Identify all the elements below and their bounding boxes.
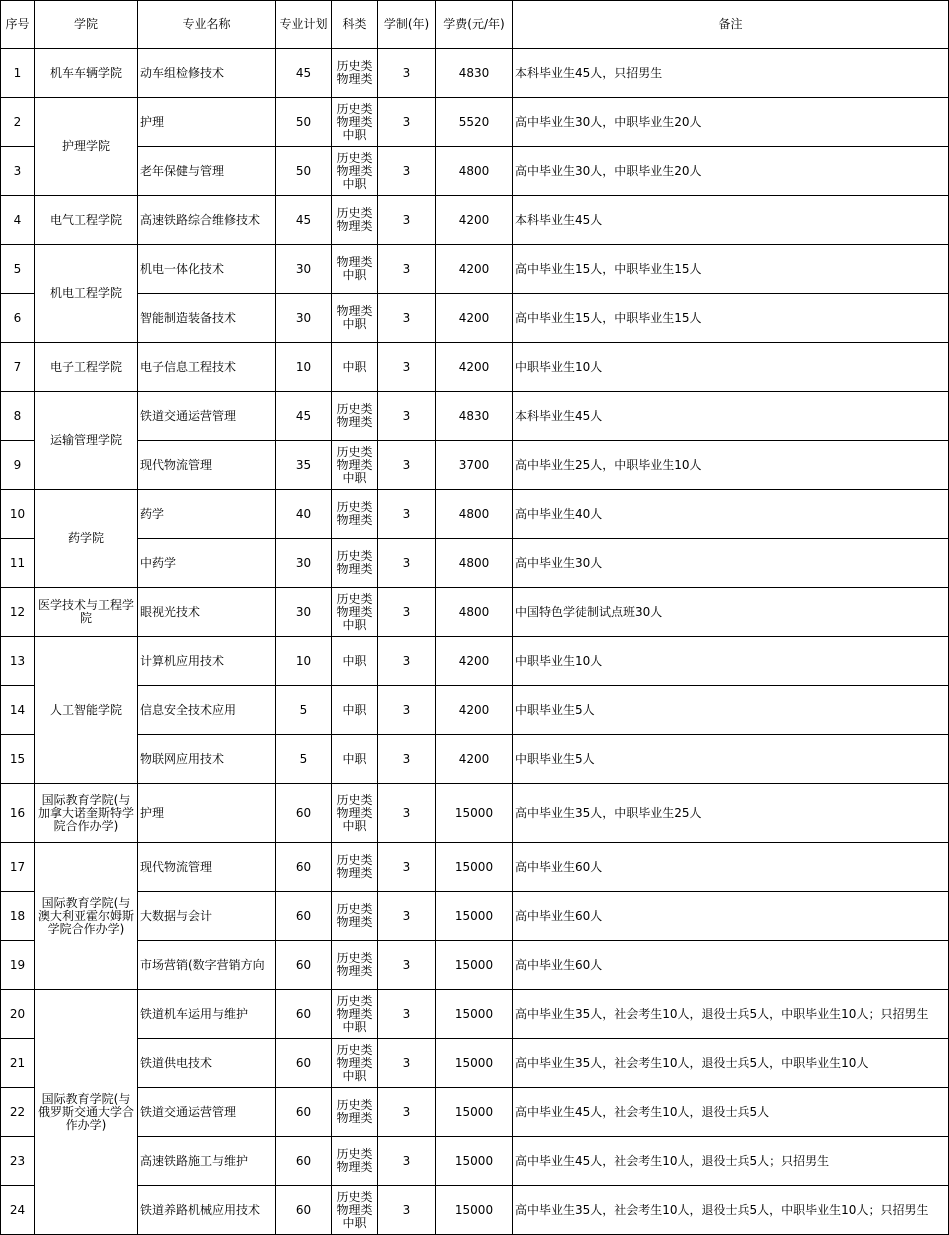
row-years-cell: 3	[378, 1039, 436, 1088]
row-plan-cell: 45	[276, 49, 332, 98]
subject-line: 历史类	[336, 853, 373, 867]
row-years-cell: 3	[378, 784, 436, 843]
row-college-cell: 药学院	[35, 490, 138, 588]
row-years-cell: 3	[378, 147, 436, 196]
row-index-cell: 3	[1, 147, 35, 196]
row-plan-cell: 50	[276, 147, 332, 196]
subject-line: 中职	[342, 470, 367, 485]
subject-line: 物理类	[336, 915, 373, 929]
subject-line: 物理类	[336, 457, 373, 472]
subject-line: 物理类	[336, 805, 373, 820]
row-major-cell: 护理	[138, 98, 276, 147]
row-note-cell: 本科毕业生45人	[513, 196, 949, 245]
subject-line: 历史类	[336, 500, 373, 514]
row-subject-cell	[332, 637, 378, 686]
row-subject-cell	[332, 392, 378, 441]
row-subject-cell	[332, 98, 378, 147]
row-subject-cell	[332, 990, 378, 1039]
row-plan-cell: 60	[276, 843, 332, 892]
table-row	[1, 245, 949, 294]
row-index-cell: 22	[1, 1088, 35, 1137]
subject-line: 历史类	[336, 993, 373, 1008]
header-row	[1, 1, 949, 49]
row-college-cell: 国际教育学院(与俄罗斯交通大学合作办学)	[35, 990, 138, 1235]
subject-line: 物理类	[336, 255, 373, 269]
row-fee-cell: 4200	[436, 294, 513, 343]
row-plan-cell: 30	[276, 588, 332, 637]
row-major-cell: 智能制造装备技术	[138, 294, 276, 343]
row-major-cell: 高速铁路综合维修技术	[138, 196, 276, 245]
row-fee-cell: 3700	[436, 441, 513, 490]
table-row	[1, 539, 949, 588]
row-years-cell: 3	[378, 637, 436, 686]
table-body	[1, 49, 949, 1235]
row-subject-cell	[332, 49, 378, 98]
subject-line: 中职	[342, 268, 367, 282]
row-note-cell: 高中毕业生35人，中职毕业生25人	[513, 784, 949, 843]
row-fee-cell: 4200	[436, 245, 513, 294]
subject-line: 物理类	[336, 1111, 373, 1125]
subject-line: 中职	[342, 359, 367, 374]
row-major-cell: 现代物流管理	[138, 441, 276, 490]
subject-line: 历史类	[336, 902, 373, 916]
row-plan-cell: 60	[276, 990, 332, 1039]
row-college-cell: 人工智能学院	[35, 637, 138, 784]
row-fee-cell: 4200	[436, 196, 513, 245]
subject-line: 历史类	[336, 549, 373, 563]
row-subject-cell	[332, 343, 378, 392]
row-years-cell: 3	[378, 990, 436, 1039]
row-major-cell: 计算机应用技术	[138, 637, 276, 686]
row-major-cell: 信息安全技术应用	[138, 686, 276, 735]
row-years-cell: 3	[378, 941, 436, 990]
subject-line: 历史类	[336, 1147, 373, 1161]
row-note-cell: 高中毕业生30人	[513, 539, 949, 588]
row-index-cell: 16	[1, 784, 35, 843]
row-years-cell: 3	[378, 49, 436, 98]
header-note: 备注	[513, 1, 949, 49]
row-major-cell: 电子信息工程技术	[138, 343, 276, 392]
row-plan-cell: 45	[276, 392, 332, 441]
row-fee-cell: 4800	[436, 539, 513, 588]
row-note-cell: 高中毕业生60人	[513, 892, 949, 941]
row-index-cell: 5	[1, 245, 35, 294]
table-row	[1, 196, 949, 245]
row-fee-cell: 4200	[436, 637, 513, 686]
table-row	[1, 735, 949, 784]
row-subject-cell	[332, 1088, 378, 1137]
subject-line: 物理类	[336, 114, 373, 129]
subject-line: 物理类	[336, 1055, 373, 1070]
table-row	[1, 49, 949, 98]
row-years-cell: 3	[378, 588, 436, 637]
subject-line: 历史类	[336, 444, 373, 459]
row-note-cell: 高中毕业生30人，中职毕业生20人	[513, 147, 949, 196]
row-subject-cell	[332, 1039, 378, 1088]
header-college: 学院	[35, 1, 138, 49]
header-plan: 专业计划	[276, 1, 332, 49]
subject-line: 物理类	[336, 604, 373, 619]
row-major-cell: 中药学	[138, 539, 276, 588]
row-index-cell: 13	[1, 637, 35, 686]
row-major-cell: 机电一体化技术	[138, 245, 276, 294]
row-major-cell: 铁道供电技术	[138, 1039, 276, 1088]
row-note-cell: 高中毕业生40人	[513, 490, 949, 539]
row-fee-cell: 4200	[436, 343, 513, 392]
subject-line: 物理类	[336, 964, 373, 978]
row-subject-cell	[332, 588, 378, 637]
row-index-cell: 10	[1, 490, 35, 539]
row-plan-cell: 60	[276, 1186, 332, 1235]
row-major-cell: 老年保健与管理	[138, 147, 276, 196]
row-plan-cell: 30	[276, 539, 332, 588]
row-years-cell: 3	[378, 892, 436, 941]
row-subject-cell	[332, 843, 378, 892]
row-major-cell: 护理	[138, 784, 276, 843]
row-plan-cell: 5	[276, 735, 332, 784]
row-years-cell: 3	[378, 843, 436, 892]
row-subject-cell	[332, 294, 378, 343]
row-subject-cell	[332, 892, 378, 941]
table-row	[1, 294, 949, 343]
header-major: 专业名称	[138, 1, 276, 49]
table-row	[1, 1039, 949, 1088]
subject-line: 物理类	[336, 219, 373, 233]
table-row	[1, 1186, 949, 1235]
subject-line: 历史类	[336, 1189, 373, 1204]
row-college-cell: 运输管理学院	[35, 392, 138, 490]
row-subject-cell	[332, 490, 378, 539]
subject-line: 历史类	[336, 402, 373, 416]
subject-line: 中职	[342, 176, 367, 191]
subject-line: 中职	[342, 702, 367, 717]
row-index-cell: 7	[1, 343, 35, 392]
row-major-cell: 铁道交通运营管理	[138, 1088, 276, 1137]
row-index-cell: 4	[1, 196, 35, 245]
row-fee-cell: 15000	[436, 843, 513, 892]
row-fee-cell: 4830	[436, 392, 513, 441]
subject-line: 物理类	[336, 1160, 373, 1174]
table-row	[1, 392, 949, 441]
row-note-cell: 中职毕业生5人	[513, 735, 949, 784]
row-note-cell: 高中毕业生35人，社会考生10人，退役士兵5人，中职毕业生10人；只招男生	[513, 990, 949, 1039]
row-index-cell: 12	[1, 588, 35, 637]
row-fee-cell: 15000	[436, 1137, 513, 1186]
row-index-cell: 14	[1, 686, 35, 735]
row-years-cell: 3	[378, 294, 436, 343]
subject-line: 中职	[342, 653, 367, 668]
row-plan-cell: 60	[276, 941, 332, 990]
subject-line: 历史类	[336, 792, 373, 807]
row-plan-cell: 60	[276, 1039, 332, 1088]
subject-line: 中职	[342, 751, 367, 766]
row-plan-cell: 60	[276, 784, 332, 843]
row-index-cell: 18	[1, 892, 35, 941]
row-college-cell: 国际教育学院(与澳大利亚霍尔姆斯学院合作办学)	[35, 843, 138, 990]
row-note-cell: 高中毕业生30人，中职毕业生20人	[513, 98, 949, 147]
row-fee-cell: 5520	[436, 98, 513, 147]
subject-line: 物理类	[336, 562, 373, 576]
subject-line: 物理类	[336, 304, 373, 318]
row-plan-cell: 30	[276, 294, 332, 343]
table-row	[1, 343, 949, 392]
row-college-cell: 医学技术与工程学院	[35, 588, 138, 637]
row-plan-cell: 10	[276, 637, 332, 686]
subject-line: 物理类	[336, 513, 373, 527]
row-college-cell: 电气工程学院	[35, 196, 138, 245]
table-row	[1, 892, 949, 941]
row-note-cell: 高中毕业生15人，中职毕业生15人	[513, 294, 949, 343]
row-years-cell: 3	[378, 686, 436, 735]
row-index-cell: 6	[1, 294, 35, 343]
row-college-cell: 国际教育学院(与加拿大诺奎斯特学院合作办学)	[35, 784, 138, 843]
table-row	[1, 441, 949, 490]
header-index: 序号	[1, 1, 35, 49]
subject-line: 物理类	[336, 163, 373, 178]
table-row	[1, 588, 949, 637]
row-index-cell: 20	[1, 990, 35, 1039]
row-subject-cell	[332, 539, 378, 588]
row-years-cell: 3	[378, 1137, 436, 1186]
row-plan-cell: 60	[276, 1088, 332, 1137]
row-note-cell: 中职毕业生5人	[513, 686, 949, 735]
subject-line: 历史类	[336, 101, 373, 116]
header-subject: 科类	[332, 1, 378, 49]
row-fee-cell: 15000	[436, 784, 513, 843]
subject-line: 历史类	[336, 1098, 373, 1112]
row-note-cell: 中职毕业生10人	[513, 637, 949, 686]
row-subject-cell	[332, 1137, 378, 1186]
row-years-cell: 3	[378, 490, 436, 539]
row-plan-cell: 60	[276, 892, 332, 941]
row-subject-cell	[332, 686, 378, 735]
row-index-cell: 21	[1, 1039, 35, 1088]
row-plan-cell: 10	[276, 343, 332, 392]
row-subject-cell	[332, 147, 378, 196]
subject-line: 物理类	[336, 72, 373, 86]
table-row	[1, 490, 949, 539]
row-fee-cell: 4200	[436, 686, 513, 735]
table-row	[1, 941, 949, 990]
row-years-cell: 3	[378, 245, 436, 294]
table-row	[1, 98, 949, 147]
row-fee-cell: 4800	[436, 588, 513, 637]
table-row	[1, 1088, 949, 1137]
row-college-cell: 电子工程学院	[35, 343, 138, 392]
row-major-cell: 药学	[138, 490, 276, 539]
subject-line: 历史类	[336, 206, 373, 220]
subject-line: 中职	[342, 127, 367, 142]
row-subject-cell	[332, 441, 378, 490]
table-row	[1, 1137, 949, 1186]
row-note-cell: 本科毕业生45人，只招男生	[513, 49, 949, 98]
subject-line: 物理类	[336, 866, 373, 880]
subject-line: 历史类	[336, 1042, 373, 1057]
table-row	[1, 990, 949, 1039]
row-plan-cell: 5	[276, 686, 332, 735]
subject-line: 中职	[342, 317, 367, 331]
row-fee-cell: 15000	[436, 1186, 513, 1235]
row-years-cell: 3	[378, 441, 436, 490]
row-subject-cell	[332, 784, 378, 843]
subject-line: 历史类	[336, 59, 373, 73]
row-fee-cell: 4800	[436, 490, 513, 539]
row-years-cell: 3	[378, 98, 436, 147]
row-note-cell: 中职毕业生10人	[513, 343, 949, 392]
row-note-cell: 高中毕业生25人，中职毕业生10人	[513, 441, 949, 490]
subject-line: 历史类	[336, 591, 373, 606]
row-major-cell: 大数据与会计	[138, 892, 276, 941]
row-index-cell: 2	[1, 98, 35, 147]
row-note-cell: 高中毕业生35人，社会考生10人，退役士兵5人，中职毕业生10人	[513, 1039, 949, 1088]
row-index-cell: 9	[1, 441, 35, 490]
row-index-cell: 11	[1, 539, 35, 588]
row-index-cell: 15	[1, 735, 35, 784]
header-years: 学制(年)	[378, 1, 436, 49]
table-row	[1, 637, 949, 686]
row-fee-cell: 15000	[436, 1088, 513, 1137]
table-row	[1, 843, 949, 892]
row-major-cell: 铁道交通运营管理	[138, 392, 276, 441]
row-note-cell: 高中毕业生45人，社会考生10人，退役士兵5人；只招男生	[513, 1137, 949, 1186]
subject-line: 中职	[342, 1068, 367, 1083]
table-row	[1, 147, 949, 196]
row-major-cell: 动车组检修技术	[138, 49, 276, 98]
row-subject-cell	[332, 245, 378, 294]
row-college-cell: 护理学院	[35, 98, 138, 196]
table-row	[1, 784, 949, 843]
row-index-cell: 24	[1, 1186, 35, 1235]
row-years-cell: 3	[378, 343, 436, 392]
row-subject-cell	[332, 1186, 378, 1235]
subject-line: 中职	[342, 1215, 367, 1230]
row-subject-cell	[332, 941, 378, 990]
row-plan-cell: 35	[276, 441, 332, 490]
subject-line: 中职	[342, 617, 367, 632]
row-note-cell: 本科毕业生45人	[513, 392, 949, 441]
row-index-cell: 1	[1, 49, 35, 98]
row-major-cell: 铁道养路机械应用技术	[138, 1186, 276, 1235]
row-fee-cell: 4800	[436, 147, 513, 196]
row-note-cell: 高中毕业生45人，社会考生10人，退役士兵5人	[513, 1088, 949, 1137]
row-note-cell: 中国特色学徒制试点班30人	[513, 588, 949, 637]
row-index-cell: 17	[1, 843, 35, 892]
row-years-cell: 3	[378, 1186, 436, 1235]
row-plan-cell: 45	[276, 196, 332, 245]
row-major-cell: 高速铁路施工与维护	[138, 1137, 276, 1186]
row-note-cell: 高中毕业生35人，社会考生10人，退役士兵5人，中职毕业生10人；只招男生	[513, 1186, 949, 1235]
row-index-cell: 19	[1, 941, 35, 990]
row-major-cell: 眼视光技术	[138, 588, 276, 637]
row-years-cell: 3	[378, 392, 436, 441]
header-fee: 学费(元/年)	[436, 1, 513, 49]
row-plan-cell: 50	[276, 98, 332, 147]
subject-line: 历史类	[336, 951, 373, 965]
row-subject-cell	[332, 735, 378, 784]
row-college-cell: 机车车辆学院	[35, 49, 138, 98]
row-college-cell: 机电工程学院	[35, 245, 138, 343]
row-note-cell: 高中毕业生60人	[513, 941, 949, 990]
subject-line: 物理类	[336, 1006, 373, 1021]
subject-line: 中职	[342, 1019, 367, 1034]
subject-line: 中职	[342, 818, 367, 833]
row-plan-cell: 30	[276, 245, 332, 294]
row-index-cell: 8	[1, 392, 35, 441]
row-index-cell: 23	[1, 1137, 35, 1186]
row-note-cell: 高中毕业生60人	[513, 843, 949, 892]
row-fee-cell: 4200	[436, 735, 513, 784]
row-years-cell: 3	[378, 539, 436, 588]
row-major-cell: 物联网应用技术	[138, 735, 276, 784]
row-major-cell: 铁道机车运用与维护	[138, 990, 276, 1039]
row-years-cell: 3	[378, 196, 436, 245]
row-years-cell: 3	[378, 1088, 436, 1137]
row-years-cell: 3	[378, 735, 436, 784]
subject-line: 物理类	[336, 415, 373, 429]
row-fee-cell: 15000	[436, 892, 513, 941]
table-row	[1, 686, 949, 735]
row-note-cell: 高中毕业生15人，中职毕业生15人	[513, 245, 949, 294]
row-plan-cell: 60	[276, 1137, 332, 1186]
row-plan-cell: 40	[276, 490, 332, 539]
row-major-cell: 现代物流管理	[138, 843, 276, 892]
row-major-cell: 市场营销(数字营销方向	[138, 941, 276, 990]
row-fee-cell: 4830	[436, 49, 513, 98]
subject-line: 历史类	[336, 150, 373, 165]
row-fee-cell: 15000	[436, 990, 513, 1039]
row-fee-cell: 15000	[436, 1039, 513, 1088]
row-fee-cell: 15000	[436, 941, 513, 990]
subject-line: 物理类	[336, 1202, 373, 1217]
row-subject-cell	[332, 196, 378, 245]
